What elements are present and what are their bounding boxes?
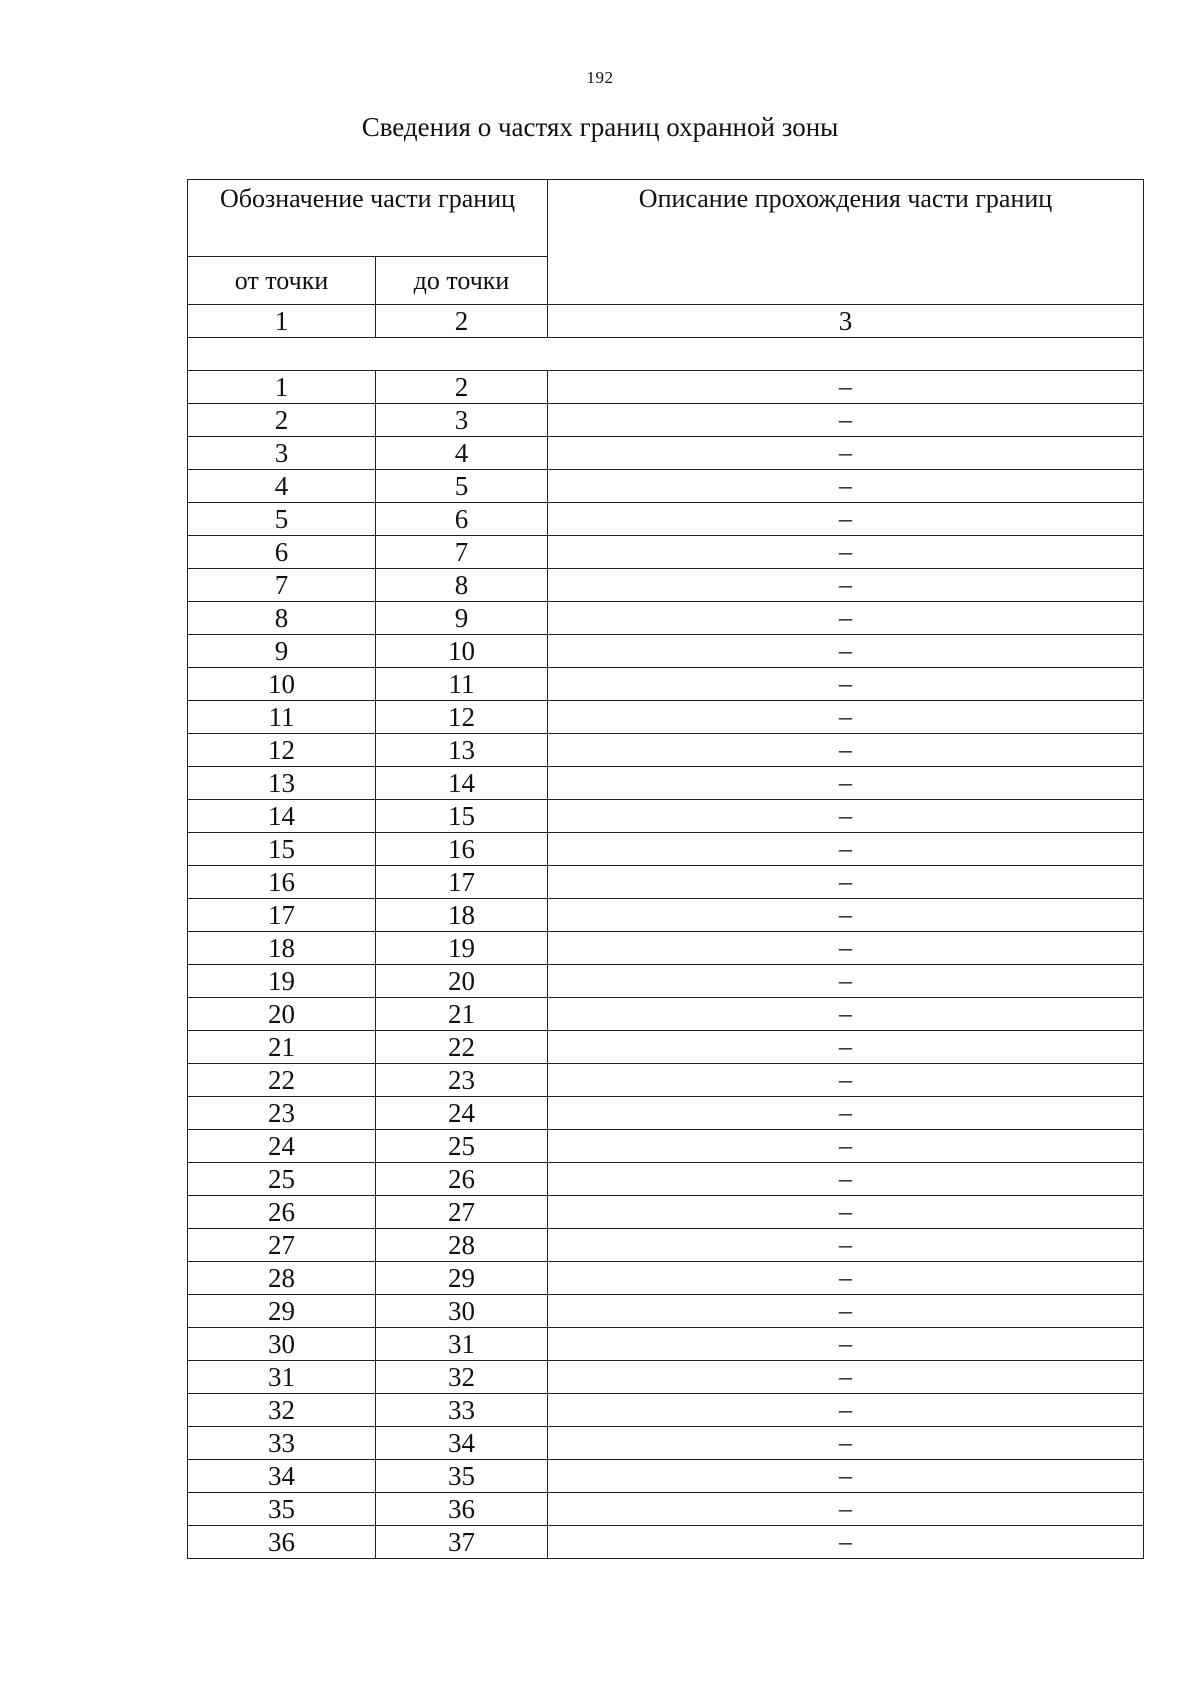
from-point-cell: 15	[188, 833, 376, 866]
to-point-cell: 25	[376, 1130, 548, 1163]
description-cell: –	[548, 800, 1144, 833]
header-to-point: до точки	[376, 257, 548, 305]
from-point-cell: 27	[188, 1229, 376, 1262]
description-cell: –	[548, 833, 1144, 866]
table-row	[188, 1328, 1144, 1361]
table-row	[188, 1394, 1144, 1427]
to-point-cell: 34	[376, 1427, 548, 1460]
table-row	[188, 470, 1144, 503]
to-point-cell: 13	[376, 734, 548, 767]
to-point-cell: 8	[376, 569, 548, 602]
from-point-cell: 35	[188, 1493, 376, 1526]
description-cell: –	[548, 767, 1144, 800]
description-cell: –	[548, 470, 1144, 503]
description-cell: –	[548, 1295, 1144, 1328]
to-point-cell: 4	[376, 437, 548, 470]
description-cell: –	[548, 899, 1144, 932]
description-cell: –	[548, 1427, 1144, 1460]
description-cell: –	[548, 1064, 1144, 1097]
table-row	[188, 1526, 1144, 1559]
from-point-cell: 31	[188, 1361, 376, 1394]
to-point-cell: 16	[376, 833, 548, 866]
to-point-cell: 6	[376, 503, 548, 536]
to-point-cell: 27	[376, 1196, 548, 1229]
from-point-cell: 30	[188, 1328, 376, 1361]
to-point-cell: 9	[376, 602, 548, 635]
description-cell: –	[548, 536, 1144, 569]
from-point-cell: 33	[188, 1427, 376, 1460]
table-row	[188, 1064, 1144, 1097]
from-point-cell: 17	[188, 899, 376, 932]
description-cell: –	[548, 569, 1144, 602]
from-point-cell: 16	[188, 866, 376, 899]
to-point-cell: 26	[376, 1163, 548, 1196]
from-point-cell: 8	[188, 602, 376, 635]
from-point-cell: 25	[188, 1163, 376, 1196]
description-cell: –	[548, 602, 1144, 635]
empty-section-row	[188, 338, 1144, 371]
from-point-cell: 9	[188, 635, 376, 668]
to-point-cell: 35	[376, 1460, 548, 1493]
table-row	[188, 932, 1144, 965]
from-point-cell: 2	[188, 404, 376, 437]
from-point-cell: 18	[188, 932, 376, 965]
description-cell: –	[548, 932, 1144, 965]
description-cell: –	[548, 1526, 1144, 1559]
description-cell: –	[548, 866, 1144, 899]
description-cell: –	[548, 1130, 1144, 1163]
table-row	[188, 1130, 1144, 1163]
table-row	[188, 1460, 1144, 1493]
to-point-cell: 23	[376, 1064, 548, 1097]
from-point-cell: 19	[188, 965, 376, 998]
to-point-cell: 18	[376, 899, 548, 932]
description-cell: –	[548, 1460, 1144, 1493]
to-point-cell: 5	[376, 470, 548, 503]
description-cell: –	[548, 701, 1144, 734]
from-point-cell: 13	[188, 767, 376, 800]
column-number-2: 2	[376, 305, 548, 338]
to-point-cell: 37	[376, 1526, 548, 1559]
from-point-cell: 22	[188, 1064, 376, 1097]
from-point-cell: 12	[188, 734, 376, 767]
table-row	[188, 404, 1144, 437]
table-row	[188, 668, 1144, 701]
from-point-cell: 5	[188, 503, 376, 536]
table-row	[188, 569, 1144, 602]
table-row	[188, 1493, 1144, 1526]
to-point-cell: 30	[376, 1295, 548, 1328]
description-cell: –	[548, 1031, 1144, 1064]
header-designation: Обозначение части границ	[188, 180, 548, 257]
page-number: 192	[586, 68, 614, 87]
from-point-cell: 4	[188, 470, 376, 503]
to-point-cell: 17	[376, 866, 548, 899]
description-cell: –	[548, 734, 1144, 767]
boundary-parts-table-container	[187, 179, 1143, 1559]
table-row	[188, 371, 1144, 404]
to-point-cell: 32	[376, 1361, 548, 1394]
from-point-cell: 6	[188, 536, 376, 569]
table-row	[188, 1262, 1144, 1295]
description-cell: –	[548, 965, 1144, 998]
document-title: Сведения о частях границ охранной зоны	[361, 112, 839, 142]
description-cell: –	[548, 1229, 1144, 1262]
table-row	[188, 1196, 1144, 1229]
to-point-cell: 33	[376, 1394, 548, 1427]
table-row	[188, 866, 1144, 899]
table-row	[188, 767, 1144, 800]
to-point-cell: 29	[376, 1262, 548, 1295]
table-row	[188, 1427, 1144, 1460]
description-cell: –	[548, 1097, 1144, 1130]
to-point-cell: 22	[376, 1031, 548, 1064]
from-point-cell: 1	[188, 371, 376, 404]
from-point-cell: 23	[188, 1097, 376, 1130]
from-point-cell: 29	[188, 1295, 376, 1328]
table-row	[188, 899, 1144, 932]
to-point-cell: 24	[376, 1097, 548, 1130]
to-point-cell: 36	[376, 1493, 548, 1526]
table-row	[188, 701, 1144, 734]
description-cell: –	[548, 1394, 1144, 1427]
from-point-cell: 34	[188, 1460, 376, 1493]
description-cell: –	[548, 1196, 1144, 1229]
to-point-cell: 2	[376, 371, 548, 404]
from-point-cell: 24	[188, 1130, 376, 1163]
description-cell: –	[548, 1493, 1144, 1526]
table-row	[188, 734, 1144, 767]
header-from-point: от точки	[188, 257, 376, 305]
to-point-cell: 15	[376, 800, 548, 833]
table-row	[188, 602, 1144, 635]
description-cell: –	[548, 503, 1144, 536]
table-row	[188, 635, 1144, 668]
column-number-1: 1	[188, 305, 376, 338]
header-description: Описание прохождения части границ	[548, 180, 1144, 305]
from-point-cell: 11	[188, 701, 376, 734]
from-point-cell: 26	[188, 1196, 376, 1229]
table-row	[188, 1163, 1144, 1196]
to-point-cell: 11	[376, 668, 548, 701]
description-cell: –	[548, 1163, 1144, 1196]
to-point-cell: 3	[376, 404, 548, 437]
table-body	[188, 305, 1144, 1559]
to-point-cell: 21	[376, 998, 548, 1031]
from-point-cell: 10	[188, 668, 376, 701]
table-row	[188, 833, 1144, 866]
column-number-3: 3	[548, 305, 1144, 338]
from-point-cell: 20	[188, 998, 376, 1031]
column-number-row	[188, 305, 1144, 338]
table-row	[188, 965, 1144, 998]
to-point-cell: 12	[376, 701, 548, 734]
to-point-cell: 7	[376, 536, 548, 569]
description-cell: –	[548, 998, 1144, 1031]
to-point-cell: 10	[376, 635, 548, 668]
table-row	[188, 998, 1144, 1031]
from-point-cell: 36	[188, 1526, 376, 1559]
to-point-cell: 31	[376, 1328, 548, 1361]
to-point-cell: 19	[376, 932, 548, 965]
to-point-cell: 20	[376, 965, 548, 998]
description-cell: –	[548, 635, 1144, 668]
from-point-cell: 28	[188, 1262, 376, 1295]
table-row	[188, 1097, 1144, 1130]
empty-section-cell	[188, 338, 1144, 371]
description-cell: –	[548, 1361, 1144, 1394]
from-point-cell: 21	[188, 1031, 376, 1064]
table-row	[188, 503, 1144, 536]
table-row	[188, 1229, 1144, 1262]
table-row	[188, 1361, 1144, 1394]
to-point-cell: 28	[376, 1229, 548, 1262]
boundary-parts-table	[187, 179, 1144, 1559]
description-cell: –	[548, 404, 1144, 437]
to-point-cell: 14	[376, 767, 548, 800]
from-point-cell: 7	[188, 569, 376, 602]
description-cell: –	[548, 437, 1144, 470]
table-row	[188, 536, 1144, 569]
description-cell: –	[548, 668, 1144, 701]
from-point-cell: 3	[188, 437, 376, 470]
table-row	[188, 800, 1144, 833]
from-point-cell: 32	[188, 1394, 376, 1427]
header-row-top	[188, 180, 1144, 257]
description-cell: –	[548, 1262, 1144, 1295]
table-row	[188, 1295, 1144, 1328]
table-header	[188, 180, 1144, 305]
table-row	[188, 1031, 1144, 1064]
table-row	[188, 437, 1144, 470]
description-cell: –	[548, 371, 1144, 404]
from-point-cell: 14	[188, 800, 376, 833]
description-cell: –	[548, 1328, 1144, 1361]
